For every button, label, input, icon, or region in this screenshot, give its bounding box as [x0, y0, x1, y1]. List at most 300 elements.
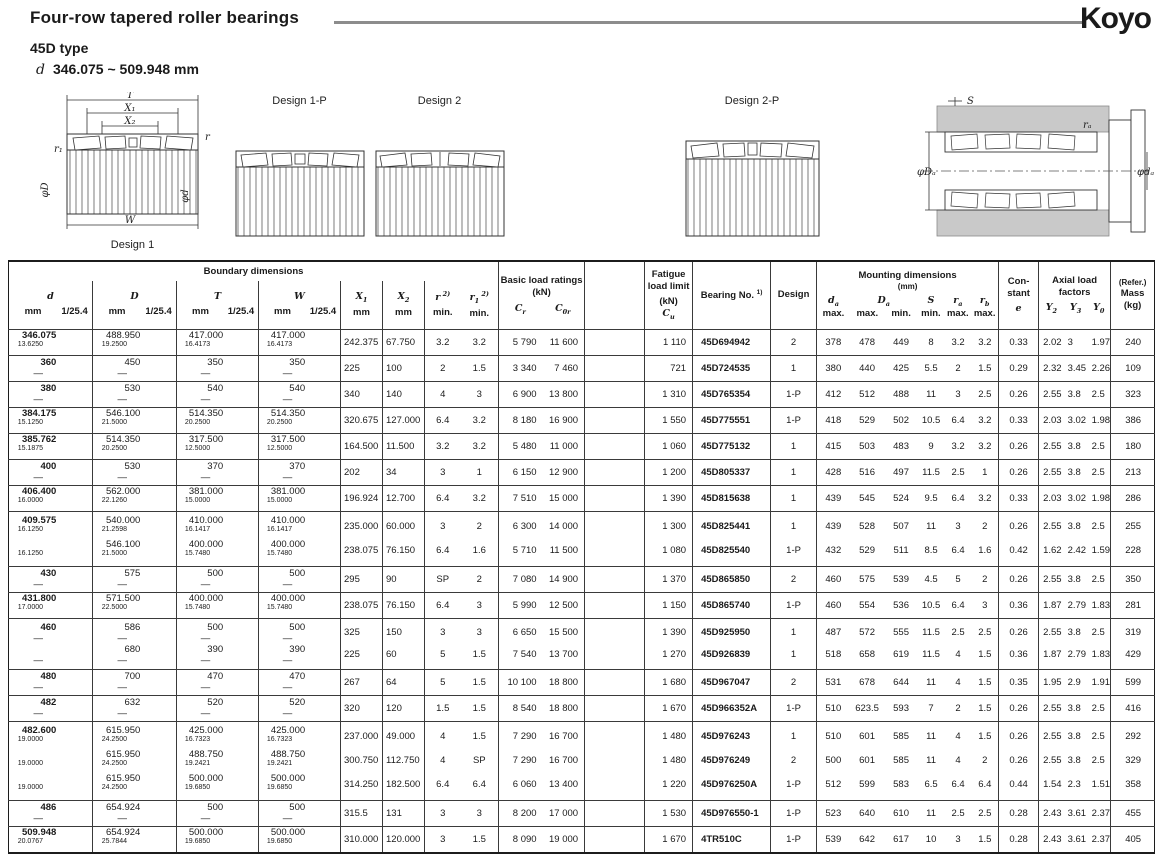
cell-c0r: 12 500	[543, 592, 585, 618]
cell-s-min: 11.5	[922, 649, 940, 660]
dim-phiDa: φDₐ	[917, 167, 936, 178]
cell-da-max: 512	[817, 773, 850, 801]
cell-y2: 2.55	[1039, 566, 1064, 592]
cell-design: 1	[771, 433, 817, 459]
cell-rb-max: 2	[972, 511, 999, 539]
cell-y3: 3.8	[1064, 459, 1088, 485]
cell-d: 346.07513.6250	[9, 329, 93, 355]
cell-e: 0.28	[999, 826, 1039, 853]
cell-bearing-no: 45D926839	[693, 644, 771, 670]
cell-r1-min: 3.2	[461, 407, 499, 433]
cell-Da-max: 640	[850, 800, 885, 826]
header-spacer-column	[585, 261, 645, 329]
cell-mass: 358	[1111, 773, 1155, 801]
cell-y2: 1.87	[1039, 592, 1064, 618]
diagram-caption: Design 2-P	[724, 95, 780, 107]
cell-D: 654.92425.7844	[93, 826, 177, 853]
cell-T: 410.00016.1417	[177, 511, 259, 539]
cell-r-min: 3	[425, 511, 461, 539]
cell-e: 0.26	[999, 566, 1039, 592]
cell-design: 1-P	[771, 826, 817, 853]
cell-r1-min: 1.6	[472, 545, 486, 556]
cell-y0: 2.37	[1088, 826, 1111, 853]
cell-W: 425.00016.7323	[259, 721, 341, 749]
cell-mass: 228	[1111, 539, 1155, 567]
cell-rb-max: 1	[972, 459, 999, 485]
cell-x1: 196.924	[341, 485, 383, 511]
cell-mass: 240	[1111, 329, 1155, 355]
cell-design: 2	[771, 669, 817, 695]
cell-c0r: 11 600	[543, 329, 585, 355]
cell-c0r: 17 000	[543, 800, 585, 826]
cell-cu: 1 270	[645, 644, 693, 670]
cell-mass: 281	[1111, 592, 1155, 618]
cell-Da-max: 503	[850, 433, 885, 459]
bearing-row	[9, 485, 1155, 511]
cell-y0: 2.5	[1088, 511, 1111, 539]
cell-ra-max: 4	[945, 721, 972, 749]
header-e: e	[1015, 302, 1022, 314]
cell-mass: 319	[1111, 618, 1155, 644]
cell-r-min: 5	[425, 669, 461, 695]
cell-r1-min: 3	[461, 800, 499, 826]
diagram-caption: Design 2	[417, 95, 462, 107]
cell-spacer	[585, 355, 645, 381]
cell-d: 431.80017.0000	[9, 592, 93, 618]
cell-Da-max: 512	[850, 381, 885, 407]
cell-c0r: 12 900	[543, 459, 585, 485]
cell-s-min: 9.5	[918, 485, 945, 511]
cell-spacer	[585, 695, 645, 721]
cell-bearing-no: 45D765354	[693, 381, 771, 407]
cell-Da-min: 583	[893, 779, 909, 790]
cell-D: 450—	[93, 355, 177, 381]
cell-y3: 3.8	[1064, 511, 1088, 539]
cell-s-min: 11	[926, 755, 937, 766]
cell-c0r: 13 400	[549, 779, 579, 790]
cell-T: 425.00016.7323	[177, 721, 259, 749]
cell-Da-min: 555	[885, 618, 918, 644]
bearing-table-body	[9, 329, 1155, 853]
bearing-row	[9, 800, 1155, 826]
cell-e: 0.26	[999, 511, 1039, 539]
cell-y2: 2.43	[1039, 826, 1064, 853]
cell-bearing-no: 45D966352A	[693, 695, 771, 721]
cell-T: 520—	[177, 695, 259, 721]
cell-design: 1	[771, 618, 817, 644]
cell-s-min: 9	[918, 433, 945, 459]
cell-rb-max: 6.4	[978, 779, 992, 790]
cell-s-min: 10	[918, 826, 945, 853]
cell-spacer	[585, 644, 645, 670]
cell-x1: 238.075	[341, 592, 383, 618]
cell-Da-min: 610	[885, 800, 918, 826]
header-col-T: T mm 1/25.4	[177, 281, 259, 329]
cell-Da-max: 575	[850, 566, 885, 592]
cell-W: 410.00016.1417	[259, 511, 341, 539]
cell-y0: 2.5	[1091, 755, 1105, 766]
cell-y3: 3.61	[1064, 826, 1088, 853]
cell-r-min: 1.5	[425, 695, 461, 721]
cell-cr: 8 200	[499, 800, 543, 826]
cell-d: 482—	[9, 695, 93, 721]
cell-s-min: 11	[918, 800, 945, 826]
cell-W: 500—	[259, 618, 341, 644]
cell-x1: 295	[341, 566, 383, 592]
cell-y3: 2.3	[1067, 779, 1081, 790]
cell-T: 500.00019.6850	[177, 826, 259, 853]
cell-design: 2	[771, 749, 817, 773]
cell-spacer	[585, 749, 645, 773]
cell-ra-max: 5	[945, 566, 972, 592]
cell-da-max: 487	[817, 618, 850, 644]
dim-phiD: φD	[40, 182, 51, 198]
cell-d: —	[33, 654, 44, 666]
cell-x2: 34	[383, 459, 425, 485]
cell-Da-max: 658	[859, 649, 875, 660]
cell-spacer	[585, 381, 645, 407]
cell-rb-max: 3	[972, 592, 999, 618]
cell-x2: 49.000	[383, 721, 425, 749]
cell-spacer	[585, 618, 645, 644]
cell-Da-max: 599	[859, 779, 875, 790]
cell-T: 500.00019.6850	[177, 773, 259, 801]
cell-T: 500—	[177, 618, 259, 644]
cell-spacer	[585, 669, 645, 695]
cell-mass: 292	[1111, 721, 1155, 749]
cell-y3: 3.8	[1067, 755, 1081, 766]
cell-r1-min: 3	[461, 381, 499, 407]
cell-D: 615.95024.2500	[93, 749, 177, 773]
cell-r1-min: 3	[461, 592, 499, 618]
cell-cu: 1 060	[645, 433, 693, 459]
cell-y2: 2.55	[1039, 695, 1064, 721]
cell-Da-max: 554	[850, 592, 885, 618]
cell-r1-min: 1.5	[461, 721, 499, 749]
cell-y3: 3.02	[1064, 407, 1088, 433]
cell-mass: 405	[1111, 826, 1155, 853]
cell-s-min: 10.5	[918, 592, 945, 618]
cell-y0: 1.91	[1088, 669, 1111, 695]
cell-d: 460—	[9, 618, 93, 644]
bearing-row	[9, 749, 1155, 773]
bearing-row	[9, 721, 1155, 749]
table-header	[9, 261, 1155, 329]
cell-Da-min: 497	[885, 459, 918, 485]
cell-cr: 6 060	[499, 773, 543, 801]
cell-Da-min: 619	[893, 649, 909, 660]
cell-T: 400.00015.7480	[177, 592, 259, 618]
cell-cr: 5 480	[499, 433, 543, 459]
cell-spacer	[585, 433, 645, 459]
cell-x1: 320	[341, 695, 383, 721]
cell-design: 2	[771, 566, 817, 592]
cell-y2: 2.55	[1039, 459, 1064, 485]
cell-cu: 1 300	[645, 511, 693, 539]
cell-cu: 1 080	[645, 539, 693, 567]
cell-x2: 120	[383, 695, 425, 721]
cell-D: 575—	[93, 566, 177, 592]
cell-W: 390—	[259, 644, 341, 670]
header-cu: $C_u$	[662, 308, 675, 321]
cell-D: 546.10021.5000	[93, 407, 177, 433]
cell-design: 1	[771, 511, 817, 539]
cell-x2: 64	[383, 669, 425, 695]
cell-cr: 7 510	[499, 485, 543, 511]
cell-Da-min: 449	[885, 329, 918, 355]
bearing-row	[9, 459, 1155, 485]
cell-mass: 599	[1111, 669, 1155, 695]
cell-c0r: 19 000	[543, 826, 585, 853]
bearing-row	[9, 381, 1155, 407]
cell-y0: 1.51	[1091, 779, 1111, 790]
cell-ra-max: 2.5	[945, 618, 972, 644]
design-1p-drawing	[235, 150, 365, 238]
cell-da-max: 412	[817, 381, 850, 407]
cell-bearing-no: 45D724535	[693, 355, 771, 381]
cell-y0: 1.59	[1091, 545, 1111, 556]
cell-design: 1	[771, 721, 817, 749]
cell-c0r: 16 900	[543, 407, 585, 433]
cell-c0r: 13 800	[543, 381, 585, 407]
header-fatigue-load-limit: Fatigue load limit (kN) $C_u$	[645, 261, 693, 329]
cell-T: 488.75019.2421	[177, 749, 259, 773]
cell-T: 500—	[177, 566, 259, 592]
cell-da-max: 518	[817, 644, 850, 670]
cell-r1-min: SP	[472, 755, 486, 766]
cell-bearing-no: 4TR510C	[693, 826, 771, 853]
cell-c0r: 14 000	[543, 511, 585, 539]
cell-x1: 164.500	[341, 433, 383, 459]
cell-c0r: 16 700	[543, 721, 585, 749]
cell-x2: 76.150	[383, 592, 425, 618]
cell-mass: 213	[1111, 459, 1155, 485]
bearing-row	[9, 539, 1155, 567]
cell-c0r: 13 700	[549, 649, 579, 660]
cell-rb-max: 3.2	[972, 485, 999, 511]
cell-D: 530—	[93, 459, 177, 485]
cell-e: 0.33	[999, 485, 1039, 511]
cell-design: 1	[771, 644, 817, 670]
cell-D: 562.00022.1260	[93, 485, 177, 511]
cell-spacer	[585, 459, 645, 485]
cell-r1-min: 2	[461, 566, 499, 592]
cell-D: 654.924—	[93, 800, 177, 826]
cell-s-min: 7	[918, 695, 945, 721]
header-col-x2: $X_2$ mm	[383, 281, 425, 329]
cell-s-min: 11	[918, 381, 945, 407]
cell-y3: 2.79	[1064, 592, 1088, 618]
cell-cu: 1 480	[645, 721, 693, 749]
cell-mass: 286	[1111, 485, 1155, 511]
cell-mass: 109	[1111, 355, 1155, 381]
cell-design: 2	[771, 329, 817, 355]
cell-D: 540.00021.2598	[93, 511, 177, 539]
cell-y2: 2.02	[1039, 329, 1064, 355]
cell-ra-max: 4	[945, 669, 972, 695]
cell-rb-max: 3.2	[972, 329, 999, 355]
cell-cu: 1 480	[645, 749, 693, 773]
cell-e: 0.26	[999, 381, 1039, 407]
cell-W: 520—	[259, 695, 341, 721]
cell-cu: 1 530	[645, 800, 693, 826]
cell-cu: 1 680	[645, 669, 693, 695]
cell-Da-min: 617	[885, 826, 918, 853]
cell-y0: 2.5	[1088, 695, 1111, 721]
cell-y3: 3.45	[1064, 355, 1088, 381]
header-col-r1: $r_1$ $^{2)}$ min.	[461, 281, 499, 329]
cell-Da-min: 539	[885, 566, 918, 592]
cell-W: 370—	[259, 459, 341, 485]
cell-bearing-no: 45D967047	[693, 669, 771, 695]
cell-W: 400.00015.7480	[259, 592, 341, 618]
cell-d: 19.0000	[17, 783, 44, 791]
cell-x2: 131	[383, 800, 425, 826]
header-boundary-dimensions: Boundary dimensions	[203, 265, 304, 277]
dim-S: S	[967, 96, 974, 107]
cell-y2: 2.55	[1039, 618, 1064, 644]
cell-c0r: 15 500	[543, 618, 585, 644]
bearing-row	[9, 644, 1155, 670]
cell-r-min: 6.4	[425, 592, 461, 618]
cell-ra-max: 2.5	[945, 800, 972, 826]
cell-s-min: 10.5	[918, 407, 945, 433]
bearing-row	[9, 407, 1155, 433]
cell-mass: 416	[1111, 695, 1155, 721]
cell-ra-max: 6.4	[945, 485, 972, 511]
cell-design: 1-P	[771, 592, 817, 618]
bearing-row	[9, 669, 1155, 695]
cell-ra-max: 3	[945, 511, 972, 539]
cell-r1-min: 1.5	[461, 695, 499, 721]
cell-cr: 10 100	[499, 669, 543, 695]
cell-r-min: 3	[425, 618, 461, 644]
cell-cu: 1 550	[645, 407, 693, 433]
cell-rb-max: 2	[972, 566, 999, 592]
cell-c0r: 18 800	[543, 695, 585, 721]
cell-e: 0.26	[999, 433, 1039, 459]
cell-r1-min: 3.2	[461, 433, 499, 459]
bearing-row	[9, 592, 1155, 618]
cell-bearing-no: 45D775551	[693, 407, 771, 433]
cell-D: 488.95019.2500	[93, 329, 177, 355]
cell-W: 540—	[259, 381, 341, 407]
header-S: S	[927, 295, 935, 307]
cell-bearing-no: 45D925950	[693, 618, 771, 644]
cell-D: 700—	[93, 669, 177, 695]
cell-r-min: 6.4	[425, 539, 461, 567]
cell-spacer	[585, 721, 645, 749]
cell-W: 488.75019.2421	[259, 749, 341, 773]
cell-r1-min: 3.2	[461, 485, 499, 511]
cell-e: 0.26	[999, 721, 1039, 749]
cell-d: 480—	[9, 669, 93, 695]
cell-da-max: 523	[817, 800, 850, 826]
cell-Da-max: 478	[850, 329, 885, 355]
design-2p-drawing	[685, 140, 820, 238]
cell-rb-max: 3.2	[972, 433, 999, 459]
header-basic-load-ratings: Basic load ratings (kN) $C_r$ $C_{0r}$	[499, 261, 585, 329]
cell-Da-min: 425	[885, 355, 918, 381]
cell-e: 0.26	[999, 749, 1039, 773]
diameter-range	[36, 61, 199, 78]
cell-ra-max: 3.2	[945, 329, 972, 355]
cell-x2: 100	[383, 355, 425, 381]
cell-da-max: 460	[817, 592, 850, 618]
title-rule	[334, 21, 1082, 24]
cell-e: 0.26	[999, 618, 1039, 644]
cell-bearing-no: 45D865850	[693, 566, 771, 592]
bearing-row	[9, 826, 1155, 853]
cell-s-min: 11.5	[918, 459, 945, 485]
dim-X2: X₂	[124, 116, 136, 127]
cell-bearing-no: 45D825540	[693, 539, 771, 567]
cell-ra-max: 2.5	[945, 459, 972, 485]
cell-ra-max: 6.4	[951, 779, 965, 790]
type-label: 45D type	[30, 40, 89, 56]
header-axial-load-factors: Axial load factors $Y_2$ $Y_3$ $Y_0$	[1039, 261, 1111, 329]
bearing-table	[8, 260, 1155, 854]
cell-spacer	[585, 329, 645, 355]
cell-d: 509.94820.0767	[9, 826, 93, 853]
cell-rb-max: 1.5	[972, 721, 999, 749]
cell-d: 409.57516.1250	[9, 511, 93, 539]
cell-r1-min: 2	[461, 511, 499, 539]
cell-e: 0.26	[999, 695, 1039, 721]
cell-da-max: 500	[817, 749, 850, 773]
cell-s-min: 8.5	[924, 545, 938, 556]
cell-Da-max: 545	[850, 485, 885, 511]
cell-Da-min: 536	[885, 592, 918, 618]
cell-y2: 1.62	[1039, 539, 1064, 567]
cell-Da-max: 601	[859, 755, 875, 766]
cell-cr: 7 290	[499, 749, 543, 773]
cell-design: 1-P	[771, 695, 817, 721]
cell-r-min: 6.4	[425, 485, 461, 511]
cell-T: 370—	[177, 459, 259, 485]
cell-y0: 2.5	[1088, 459, 1111, 485]
cell-y2: 2.55	[1039, 721, 1064, 749]
cell-y2: 2.55	[1039, 511, 1064, 539]
cell-y3: 3.61	[1064, 800, 1088, 826]
cell-x2: 90	[383, 566, 425, 592]
cell-W: 500.00019.6850	[259, 773, 341, 801]
diagrams-row	[0, 92, 1165, 256]
cell-x1: 242.375	[341, 329, 383, 355]
cell-design: 1	[771, 459, 817, 485]
cell-y0: 1.98	[1088, 407, 1111, 433]
cell-cr: 7 540	[499, 644, 543, 670]
cell-Da-max: 440	[850, 355, 885, 381]
bearing-row	[9, 695, 1155, 721]
cell-x1: 225	[341, 644, 383, 670]
cell-y3: 3.8	[1064, 566, 1088, 592]
cell-cu: 1 370	[645, 566, 693, 592]
cell-design: 1	[771, 355, 817, 381]
cell-y3: 3.8	[1064, 433, 1088, 459]
diagram-caption: Design 1	[110, 239, 155, 251]
cell-bearing-no: 45D976249	[693, 749, 771, 773]
bearing-row	[9, 773, 1155, 801]
cell-D: 615.95024.2500	[93, 773, 177, 801]
cell-ra-max: 3	[945, 826, 972, 853]
header-Da: $D_a$	[877, 295, 890, 309]
cell-ra-max: 3.2	[945, 433, 972, 459]
cell-r1-min: 6.4	[472, 779, 486, 790]
cell-cu: 721	[645, 355, 693, 381]
bearing-row	[9, 566, 1155, 592]
cell-c0r: 15 000	[543, 485, 585, 511]
